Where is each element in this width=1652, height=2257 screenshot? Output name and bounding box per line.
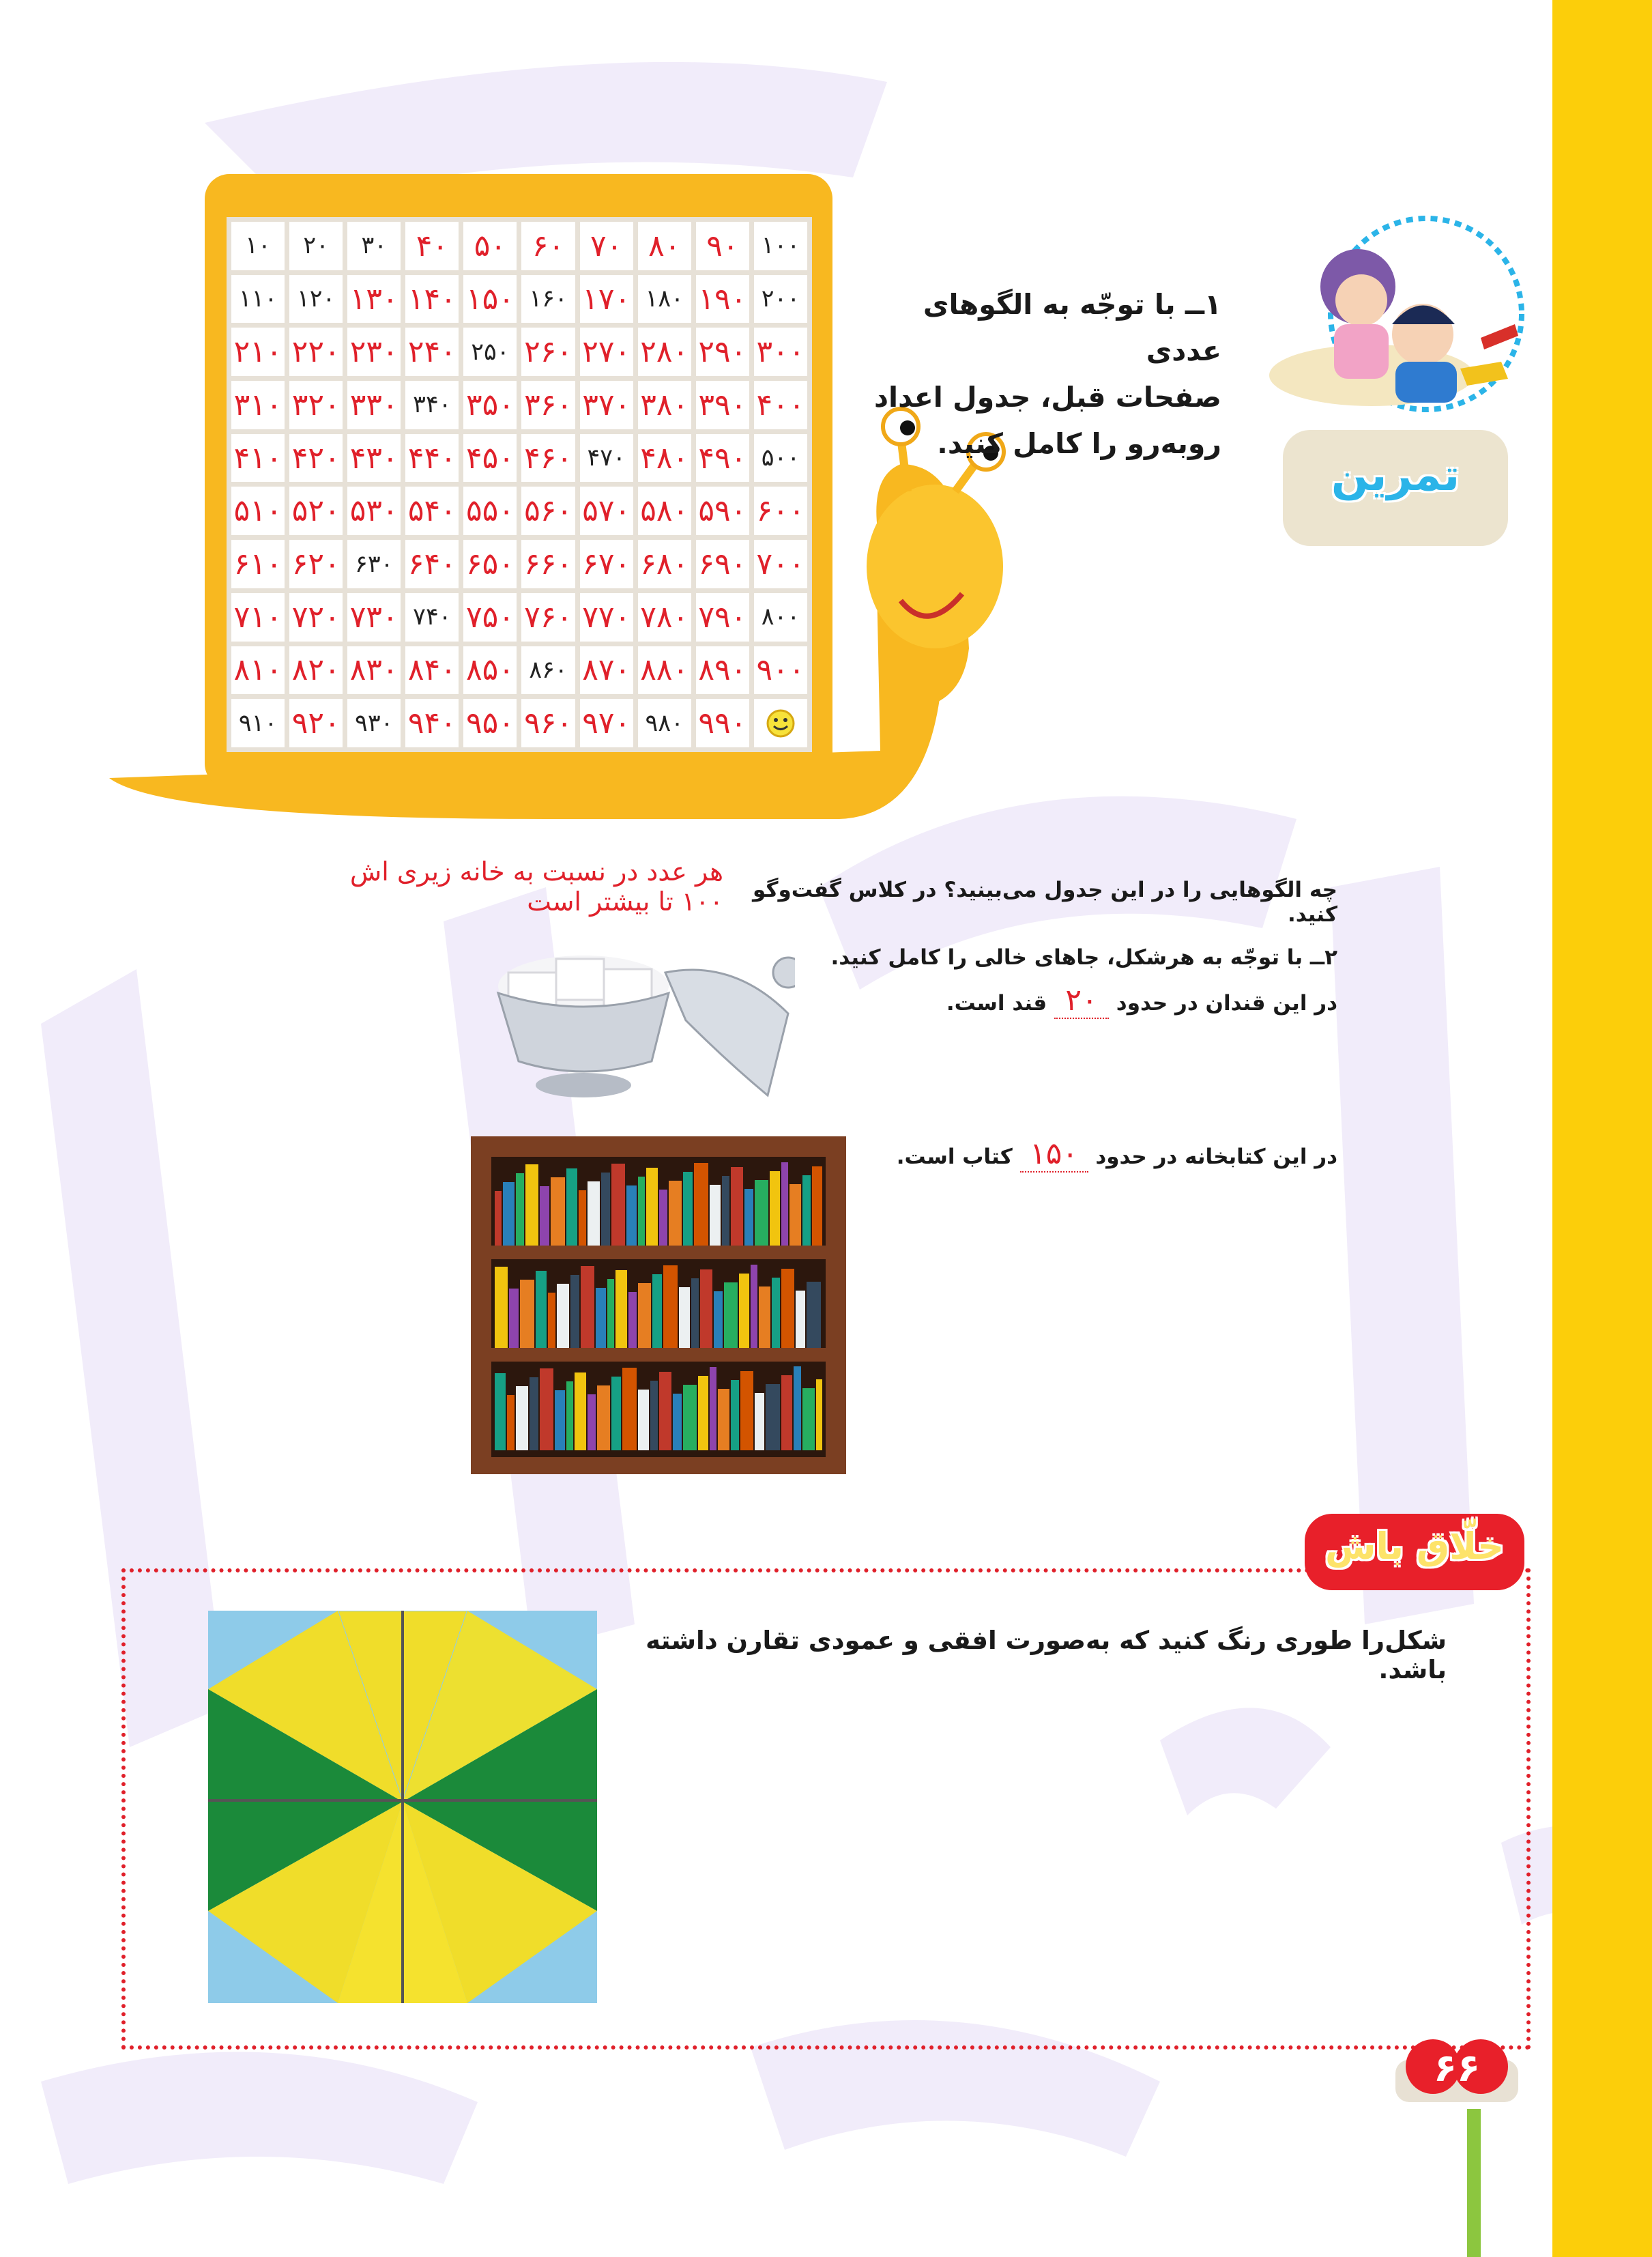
table-cell: ۳۸۰ <box>638 381 691 429</box>
table-cell: ۸۷۰ <box>580 646 633 695</box>
book-spine <box>710 1185 721 1246</box>
table-cell: ۶۱۰ <box>231 540 285 588</box>
table-cell: ۲۷۰ <box>580 328 633 376</box>
book-spine <box>694 1163 708 1246</box>
book-spine <box>607 1279 614 1348</box>
creative-instruction: شکل‌را طوری رنگ کنید که به‌صورت افقی و عمودی تقارن داشته باشد. <box>646 1626 1447 1684</box>
table-cell: ۹۴۰ <box>405 699 459 747</box>
table-cell: ۴۰ <box>405 222 459 270</box>
book-spine <box>597 1385 610 1450</box>
book-spine <box>755 1180 768 1246</box>
book-spine <box>796 1291 805 1348</box>
smiley-icon <box>754 699 807 747</box>
table-cell: ۹۲۰ <box>289 699 343 747</box>
table-cell: ۲۲۰ <box>289 328 343 376</box>
book-spine <box>700 1269 712 1348</box>
table-cell: ۶۰۰ <box>754 487 807 535</box>
table-cell: ۹۶۰ <box>521 699 575 747</box>
pattern-question: چه الگوهایی را در این جدول می‌بینید؟ در کلاس گفت‌وگو کنید. <box>753 878 1337 927</box>
table-cell: ۶۸۰ <box>638 540 691 588</box>
table-cell: ۸۹۰ <box>696 646 749 695</box>
table-cell: ۴۸۰ <box>638 434 691 483</box>
table-cell: ۲۹۰ <box>696 328 749 376</box>
table-cell: ۷۹۰ <box>696 593 749 642</box>
book-spine <box>540 1186 549 1246</box>
book-spine <box>566 1168 577 1246</box>
book-spine <box>551 1177 565 1246</box>
sugar-sentence-end: قند است. <box>946 991 1047 1016</box>
table-cell: ۷۵۰ <box>463 593 517 642</box>
table-cell: ۹۰۰ <box>754 646 807 695</box>
sugar-answer: ۲۰ <box>1054 983 1109 1019</box>
book-spine <box>652 1274 662 1348</box>
book-spine <box>638 1177 645 1246</box>
children-reading-illustration <box>1256 205 1556 464</box>
table-cell: ۱۰۰ <box>754 222 807 270</box>
book-spine <box>638 1283 651 1348</box>
book-spine <box>691 1278 699 1348</box>
book-spine <box>646 1168 658 1246</box>
table-cell: ۹۷۰ <box>580 699 633 747</box>
sugar-sentence-start: در این قندان در حدود <box>1116 991 1337 1016</box>
book-spine <box>679 1287 690 1348</box>
book-spine <box>495 1373 506 1450</box>
table-cell: ۱۷۰ <box>580 275 633 324</box>
book-spine <box>812 1166 822 1246</box>
book-spine <box>718 1389 729 1450</box>
book-spine <box>710 1367 716 1450</box>
table-cell: ۳۰ <box>347 222 401 270</box>
question-1 <box>846 281 1221 467</box>
table-cell: ۳۶۰ <box>521 381 575 429</box>
book-spine <box>611 1164 625 1246</box>
table-cell: ۶۷۰ <box>580 540 633 588</box>
table-cell: ۵۶۰ <box>521 487 575 535</box>
table-cell: ۳۴۰ <box>405 381 459 429</box>
table-cell: ۸۰۰ <box>754 593 807 642</box>
bookshelf-image <box>471 1136 846 1474</box>
book-spine <box>816 1379 822 1450</box>
table-cell: ۲۰ <box>289 222 343 270</box>
table-cell: ۲۶۰ <box>521 328 575 376</box>
table-cell: ۱۰ <box>231 222 285 270</box>
book-spine <box>698 1376 708 1450</box>
book-spine <box>794 1366 801 1450</box>
book-spine <box>766 1384 780 1450</box>
table-cell: ۶۵۰ <box>463 540 517 588</box>
book-spine <box>615 1270 627 1348</box>
table-cell: ۲۵۰ <box>463 328 517 376</box>
book-spine <box>770 1171 780 1246</box>
table-cell: ۶۴۰ <box>405 540 459 588</box>
table-cell: ۸۰ <box>638 222 691 270</box>
table-cell: ۴۶۰ <box>521 434 575 483</box>
book-spine <box>530 1377 538 1450</box>
table-cell: ۴۱۰ <box>231 434 285 483</box>
table-cell: ۷۸۰ <box>638 593 691 642</box>
table-cell: ۹۰ <box>696 222 749 270</box>
table-cell: ۵۹۰ <box>696 487 749 535</box>
book-spine <box>520 1280 534 1348</box>
book-spine <box>683 1172 693 1246</box>
table-cell: ۴۲۰ <box>289 434 343 483</box>
table-cell: ۵۱۰ <box>231 487 285 535</box>
table-cell: ۶۰ <box>521 222 575 270</box>
table-cell: ۹۵۰ <box>463 699 517 747</box>
question-1-line: صفحات قبل، جدول اعداد <box>874 381 1221 414</box>
book-spine <box>588 1394 596 1450</box>
table-cell: ۳۵۰ <box>463 381 517 429</box>
table-cell: ۱۵۰ <box>463 275 517 324</box>
table-cell: ۷۱۰ <box>231 593 285 642</box>
book-spine <box>495 1267 508 1348</box>
book-spine <box>536 1271 547 1348</box>
book-spine <box>659 1372 671 1450</box>
table-cell: ۳۹۰ <box>696 381 749 429</box>
book-spine <box>566 1381 573 1450</box>
table-cell: ۳۰۰ <box>754 328 807 376</box>
table-cell: ۶۲۰ <box>289 540 343 588</box>
book-spine <box>722 1176 729 1246</box>
table-cell: ۸۸۰ <box>638 646 691 695</box>
table-cell: ۵۳۰ <box>347 487 401 535</box>
pattern-answer-line: هر عدد در نسبت به خانه زیری اش <box>349 857 723 887</box>
book-spine <box>772 1278 780 1348</box>
book-spine <box>683 1385 697 1450</box>
table-cell: ۹۱۰ <box>231 699 285 747</box>
table-cell: ۶۳۰ <box>347 540 401 588</box>
octagon-symmetry-figure <box>208 1611 597 2003</box>
book-spine <box>789 1184 801 1246</box>
book-spine <box>724 1282 738 1348</box>
pattern-answer <box>273 857 723 917</box>
number-table <box>227 217 812 752</box>
creative-badge-label: خلّاق باش <box>1324 1525 1505 1568</box>
page-number: ۶۶ <box>1433 2046 1481 2090</box>
book-spine <box>669 1181 682 1246</box>
book-spine <box>540 1368 553 1450</box>
book-spine <box>739 1274 749 1348</box>
table-cell: ۸۵۰ <box>463 646 517 695</box>
book-spine <box>638 1390 649 1450</box>
book-spine <box>516 1173 524 1246</box>
book-spine <box>557 1284 569 1348</box>
table-cell: ۸۲۰ <box>289 646 343 695</box>
table-cell: ۲۰۰ <box>754 275 807 324</box>
book-spine <box>495 1191 502 1246</box>
table-cell: ۵۸۰ <box>638 487 691 535</box>
book-spine <box>759 1286 770 1348</box>
book-spine <box>579 1190 586 1246</box>
book-spine <box>807 1282 821 1348</box>
table-cell: ۷۶۰ <box>521 593 575 642</box>
table-cell: ۵۲۰ <box>289 487 343 535</box>
sugar-bowl-image <box>481 932 795 1112</box>
book-spine <box>509 1289 519 1348</box>
exercise-badge-label: تمرین <box>1331 450 1460 501</box>
book-spine <box>626 1185 637 1246</box>
book-spine <box>673 1394 682 1450</box>
table-cell: ۹۳۰ <box>347 699 401 747</box>
book-spine <box>802 1175 811 1246</box>
table-cell: ۴۴۰ <box>405 434 459 483</box>
table-cell: ۷۴۰ <box>405 593 459 642</box>
book-spine <box>570 1275 579 1348</box>
table-cell: ۱۶۰ <box>521 275 575 324</box>
table-cell: ۸۴۰ <box>405 646 459 695</box>
page-number-stem <box>1467 2109 1481 2257</box>
library-sentence <box>819 1136 1337 1173</box>
table-cell: ۴۹۰ <box>696 434 749 483</box>
book-spine <box>650 1381 658 1450</box>
table-cell: ۲۱۰ <box>231 328 285 376</box>
table-cell: ۹۸۰ <box>638 699 691 747</box>
book-spine <box>575 1372 586 1450</box>
book-spine <box>751 1265 757 1348</box>
table-cell: ۵۷۰ <box>580 487 633 535</box>
book-spine <box>588 1181 600 1246</box>
book-spine <box>503 1182 515 1246</box>
table-cell: ۱۳۰ <box>347 275 401 324</box>
table-cell: ۳۳۰ <box>347 381 401 429</box>
table-cell: ۶۹۰ <box>696 540 749 588</box>
book-spine <box>731 1380 739 1450</box>
pattern-answer-line: ۱۰۰ تا بیشتر است <box>527 887 723 917</box>
book-spine <box>731 1167 743 1246</box>
table-cell: ۴۵۰ <box>463 434 517 483</box>
table-cell: ۴۰۰ <box>754 381 807 429</box>
table-cell: ۱۸۰ <box>638 275 691 324</box>
question-1-line: روبه‌رو را کامل کنید. <box>937 427 1221 460</box>
book-spine <box>555 1390 565 1450</box>
book-spine <box>611 1377 621 1450</box>
library-answer: ۱۵۰ <box>1020 1136 1088 1173</box>
table-cell: ۸۱۰ <box>231 646 285 695</box>
book-spine <box>755 1393 764 1450</box>
table-cell: ۷۰ <box>580 222 633 270</box>
book-spine <box>516 1386 528 1450</box>
table-cell: ۷۷۰ <box>580 593 633 642</box>
book-spine <box>781 1375 792 1450</box>
table-cell: ۷۳۰ <box>347 593 401 642</box>
library-sentence-end: کتاب است. <box>896 1145 1013 1169</box>
table-cell: ۸۶۰ <box>521 646 575 695</box>
table-cell: ۳۲۰ <box>289 381 343 429</box>
book-spine <box>525 1164 538 1246</box>
table-cell: ۷۰۰ <box>754 540 807 588</box>
book-spine <box>714 1291 723 1348</box>
book-spine <box>781 1162 788 1246</box>
book-spine <box>548 1293 555 1348</box>
table-cell: ۷۲۰ <box>289 593 343 642</box>
table-cell: ۳۷۰ <box>580 381 633 429</box>
table-cell: ۵۰ <box>463 222 517 270</box>
sugar-sentence <box>887 983 1337 1019</box>
book-spine <box>622 1368 637 1450</box>
book-spine <box>744 1189 753 1246</box>
table-cell: ۲۴۰ <box>405 328 459 376</box>
table-cell: ۴۷۰ <box>580 434 633 483</box>
book-spine <box>802 1388 815 1450</box>
question-1-line: ۱ــ با توجّه به الگوهای عددی <box>923 288 1221 367</box>
table-cell: ۱۴۰ <box>405 275 459 324</box>
book-spine <box>740 1371 753 1450</box>
book-spine <box>581 1266 594 1348</box>
table-cell: ۱۲۰ <box>289 275 343 324</box>
table-cell: ۱۹۰ <box>696 275 749 324</box>
table-cell: ۸۳۰ <box>347 646 401 695</box>
table-cell: ۲۸۰ <box>638 328 691 376</box>
table-cell: ۴۳۰ <box>347 434 401 483</box>
table-cell: ۲۳۰ <box>347 328 401 376</box>
table-cell: ۶۶۰ <box>521 540 575 588</box>
book-spine <box>596 1288 606 1348</box>
library-sentence-start: در این کتابخانه در حدود <box>1095 1145 1337 1169</box>
book-spine <box>628 1292 637 1348</box>
table-cell: ۵۴۰ <box>405 487 459 535</box>
book-spine <box>601 1173 610 1246</box>
table-cell: ۵۵۰ <box>463 487 517 535</box>
question-2-title: ۲ــ با توجّه به هرشکل، جاهای خالی را کامل کنید. <box>830 945 1337 970</box>
table-cell: ۱۱۰ <box>231 275 285 324</box>
book-spine <box>507 1395 515 1450</box>
book-spine <box>659 1190 667 1246</box>
book-spine <box>663 1265 678 1348</box>
table-cell: ۳۱۰ <box>231 381 285 429</box>
table-cell: ۹۹۰ <box>696 699 749 747</box>
book-spine <box>781 1269 794 1348</box>
table-cell: ۵۰۰ <box>754 434 807 483</box>
